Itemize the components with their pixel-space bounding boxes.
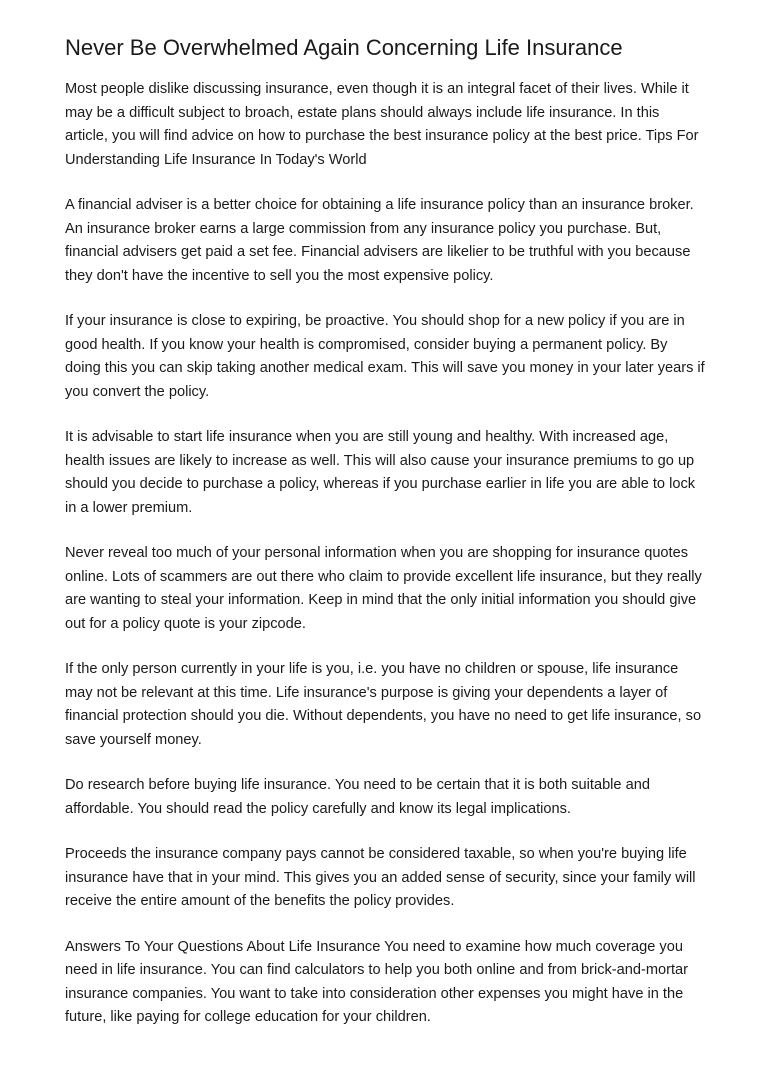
paragraph-9: Answers To Your Questions About Life Insurance You need to examine how much coverage you need in life insurance. You can find calculators to help you both online and from brick-and-mortar insurance companies. You want to take into consideration other expenses you might have in the future, like paying for college education for your children. [65,938,689,1025]
paragraph-7: Do research before buying life insurance. You need to be certain that it is both suitable and affordable. You should read the policy carefully and know its legal implications. [65,777,650,817]
paragraph-4: It is advisable to start life insurance when you are still young and healthy. With increased age, health issues are likely to increase as well. This will also cause your insurance premiums to go up should you decide to purchase a policy, whereas if you purchase earlier in life you are able to lock in a lower premium. [65,429,696,516]
paragraph-1: Most people dislike discussing insurance, even though it is an integral facet of their lives. While it may be a difficult subject to broach, estate plans should always include life insurance. In this article, you will find advice on how to purchase the best insurance policy at the best price. Tips For Understanding Life Insurance In Today's World [65,81,699,168]
paragraph-2: A financial adviser is a better choice for obtaining a life insurance policy than an insurance broker. An insurance broker earns a large commission from any insurance policy you purchase. But, financial advisers get paid a set fee. Financial advisers are likelier to be truthful with you because they don't have the incentive to sell you the most expensive policy. [65,197,694,284]
paragraph-8: Proceeds the insurance company pays cannot be considered taxable, so when you're buying life insurance have that in your mind. This gives you an added sense of security, since your family will receive the entire amount of the benefits the policy provides. [65,846,696,909]
document-title: Never Be Overwhelmed Again Concerning Life Insurance [65,35,623,60]
paragraph-3: If your insurance is close to expiring, be proactive. You should shop for a new policy if you are in good health. If you know your health is compromised, consider buying a permanent policy. By doing this you can skip taking another medical exam. This will save you money in your later years if you convert the policy. [65,313,705,400]
paragraph-6: If the only person currently in your life is you, i.e. you have no children or spouse, life insurance may not be relevant at this time. Life insurance's purpose is giving your dependents a layer of financial protection should you die. Without dependents, you have no need to get life insurance, so save yourself money. [65,661,702,748]
document-page [65,34,705,1052]
paragraph-5: Never reveal too much of your personal information when you are shopping for insurance quotes online. Lots of scammers are out there who claim to provide excellent life insurance, but they really are wanting to steal your information. Keep in mind that the only initial information you should give out for a policy quote is your zipcode. [65,545,702,632]
